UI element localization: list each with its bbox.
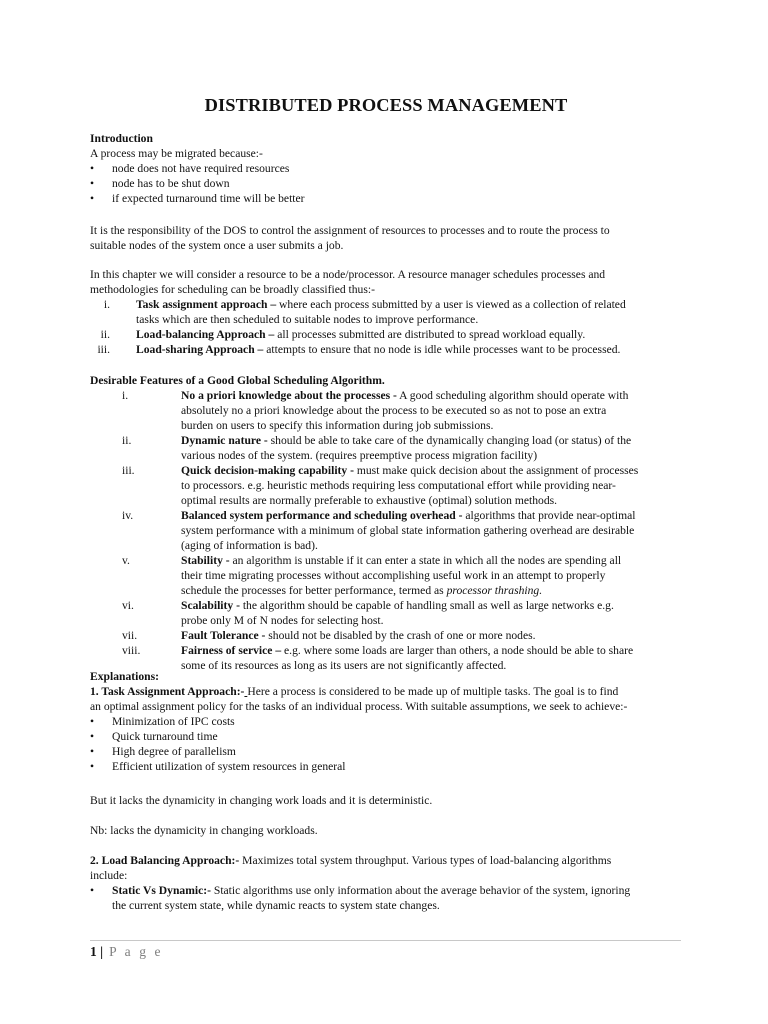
features-section	[90, 373, 682, 673]
bullet-icon: •	[90, 760, 95, 773]
nb-paragraph: Nb: lacks the dynamicity in changing workloads.	[90, 824, 318, 837]
introduction-heading: Introduction	[90, 132, 153, 145]
list-item: • High degree of parallelism	[90, 745, 236, 758]
list-item: iv. Balanced system performance and scheduling overhead - algorithms that provide near-optimal system performance with a minimum of global state information gathering overhead are desirable (aging of information is bad).	[122, 509, 636, 552]
bullet-icon: •	[90, 192, 95, 205]
lacks-paragraph: But it lacks the dynamicity in changing work loads and it is deterministic.	[90, 794, 433, 807]
list-item: i. No a priori knowledge about the processes - A good scheduling algorithm should operate with absolutely no a priori knowledge about the process to be executed so as not to pose an extra burden on users to specify this information during job submissions.	[122, 389, 629, 432]
explanations-heading: Explanations:	[90, 670, 159, 683]
list-item: • if expected turnaround time will be better	[90, 192, 305, 205]
page-number: 1 |	[90, 944, 104, 959]
list-item: iii. Load-sharing Approach – attempts to ensure that no node is idle while processes want to be processed.	[97, 343, 621, 356]
list-item: i. Task assignment approach – where each process submitted by a user is viewed as a collection of related tasks which are then scheduled to suitable nodes to improve performance.	[103, 298, 626, 326]
list-item: ii. Load-balancing Approach – all processes submitted are distributed to spread workload equally.	[100, 328, 586, 341]
list-item: v. Stability - an algorithm is unstable if it can enter a state in which all the nodes are spending all their time migrating processes without accomplishing useful work in an attempt to properly schedule the processes for better performance, termed as processor thrashing.	[122, 554, 622, 597]
list-item: • node does not have required resources	[90, 162, 290, 175]
footer-divider	[90, 940, 681, 941]
bullet-icon: •	[90, 884, 95, 897]
list-item: • Minimization of IPC costs	[90, 715, 235, 728]
load-balancing-section: 2. Load Balancing Approach:- Maximizes total system throughput. Various types of load-balancing algorithms include: • Static Vs Dynamic:- Static algorithms use only information about the average behavior of the system, ignoring the current system state, while dynamic reacts to system state changes.	[90, 853, 682, 913]
paragraph-scheduling-intro: In this chapter we will consider a resource to be a node/processor. A resource manager schedules processes and methodologies for scheduling can be broadly classified thus:- i. Task assignment approach – where each process submitted by a user is viewed as a collection of related tasks which are then scheduled to suitable nodes to improve performance. ii. Load-balancing Approach – all processes submitted are distributed to spread workload equally. iii. Load-sharing Approach – attempts to ensure that no node is idle while processes want to be processed.	[90, 267, 682, 357]
explanations-section	[90, 669, 682, 774]
page-label: P a g e	[103, 944, 164, 959]
list-item: • Efficient utilization of system resources in general	[90, 760, 346, 773]
page-title: DISTRIBUTED PROCESS MANAGEMENT	[204, 95, 568, 115]
introduction-section	[90, 131, 682, 206]
bullet-icon: •	[90, 715, 95, 728]
list-item: viii. Fairness of service – e.g. where some loads are larger than others, a node should be able to share some of its resources as long as its users are not significantly affected.	[122, 644, 634, 672]
task-assignment-paragraph: 1. Task Assignment Approach:- Here a process is considered to be made up of multiple tasks. The goal is to find an optimal assignment policy for the tasks of an individual process. With suitable assumptions, we seek to achieve:-	[90, 685, 628, 713]
list-item: ii. Dynamic nature - should be able to take care of the dynamically changing load (or status) of the various nodes of the system. (requires preemptive process migration facility)	[122, 434, 632, 462]
page-footer	[90, 943, 163, 961]
list-item: • Quick turnaround time	[90, 730, 218, 743]
introduction-lead: A process may be migrated because:-	[90, 147, 263, 160]
list-item: • Static Vs Dynamic:- Static algorithms use only information about the average behavior of the system, ignoring the current system state, while dynamic reacts to system state changes.	[90, 884, 631, 912]
list-item: • node has to be shut down	[90, 177, 230, 190]
bullet-icon: •	[90, 177, 95, 190]
bullet-icon: •	[90, 162, 95, 175]
list-item: vii. Fault Tolerance - should not be disabled by the crash of one or more nodes.	[122, 629, 536, 642]
bullet-icon: •	[90, 730, 95, 743]
paragraph-dos-responsibility: It is the responsibility of the DOS to control the assignment of resources to processes and to route the process to suitable nodes of the system once a user submits a job.	[90, 224, 610, 252]
bullet-icon: •	[90, 745, 95, 758]
list-item: iii. Quick decision-making capability - must make quick decision about the assignment of processes to processors. e.g. heuristic methods requiring less computational effort while providing near- optimal results are normally preferable to exhaustive (optimal) solution methods.	[122, 464, 639, 507]
features-heading: Desirable Features of a Good Global Scheduling Algorithm.	[90, 374, 385, 387]
list-item: vi. Scalability - the algorithm should be capable of handling small as well as large networks e.g. probe only M of N nodes for selecting host.	[122, 599, 614, 627]
